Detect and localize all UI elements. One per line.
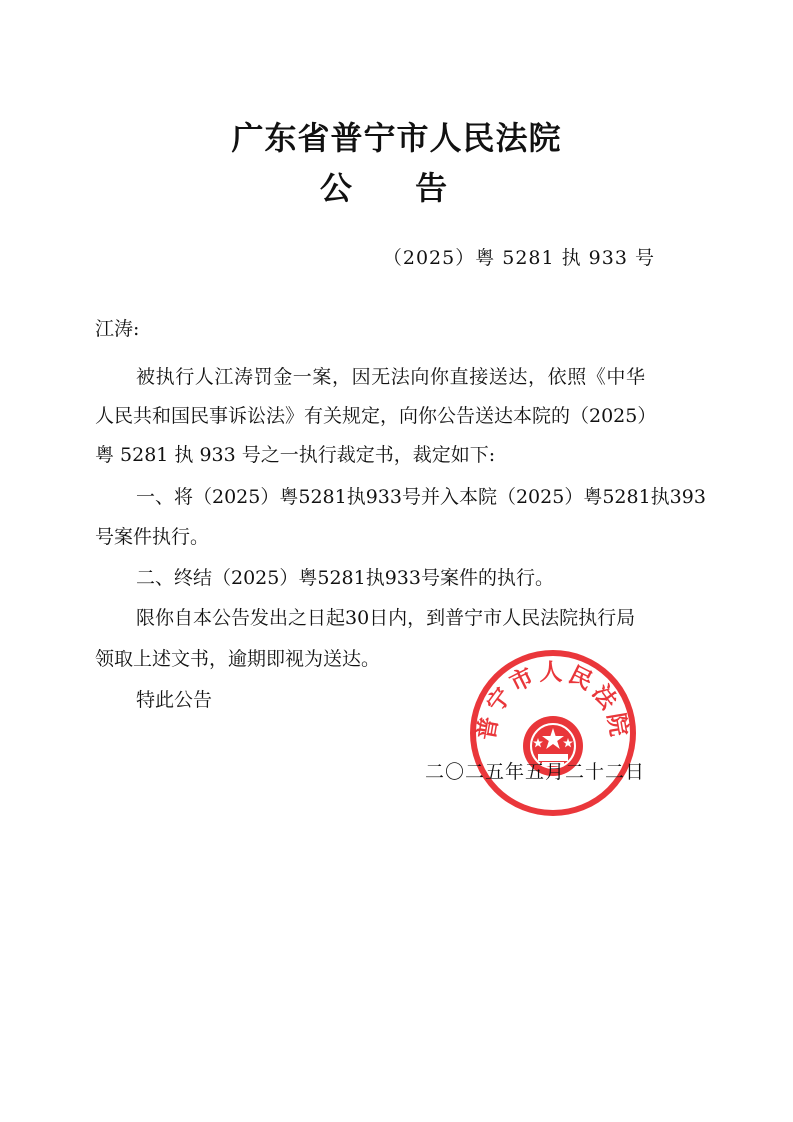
ruling-item-1-line-2: 号案件执行。	[95, 526, 210, 548]
closing-text: 特此公告	[136, 689, 213, 711]
ruling-item-1-line-1: 一、将（2025）粤5281执933号并入本院（2025）粤5281执393	[136, 486, 706, 508]
court-name: 广东省普宁市人民法院	[231, 119, 562, 157]
issue-date: 二〇二五年五月二十二日	[425, 761, 646, 783]
case-number: （2025）粤 5281 执 933 号	[382, 247, 655, 269]
paragraph-2-line-2: 领取上述文书，逾期即视为送达。	[95, 648, 381, 670]
paragraph-2-line-1: 限你自本公告发出之日起30日内，到普宁市人民法院执行局	[136, 607, 636, 629]
paragraph-1-line-2: 人民共和国民事诉讼法》有关规定，向你公告送达本院的（2025）	[95, 405, 657, 427]
court-seal	[468, 648, 638, 818]
notice-title: 公 告	[319, 169, 474, 207]
seal-arc-text: 普宁市人民法院	[472, 658, 634, 743]
recipient: 江涛:	[95, 318, 140, 340]
ruling-item-2: 二、终结（2025）粤5281执933号案件的执行。	[136, 567, 554, 589]
paragraph-1-line-1: 被执行人江涛罚金一案，因无法向你直接送达，依照《中华	[136, 366, 646, 388]
paragraph-1-line-3: 粤 5281 执 933 号之一执行裁定书，裁定如下:	[95, 444, 496, 466]
